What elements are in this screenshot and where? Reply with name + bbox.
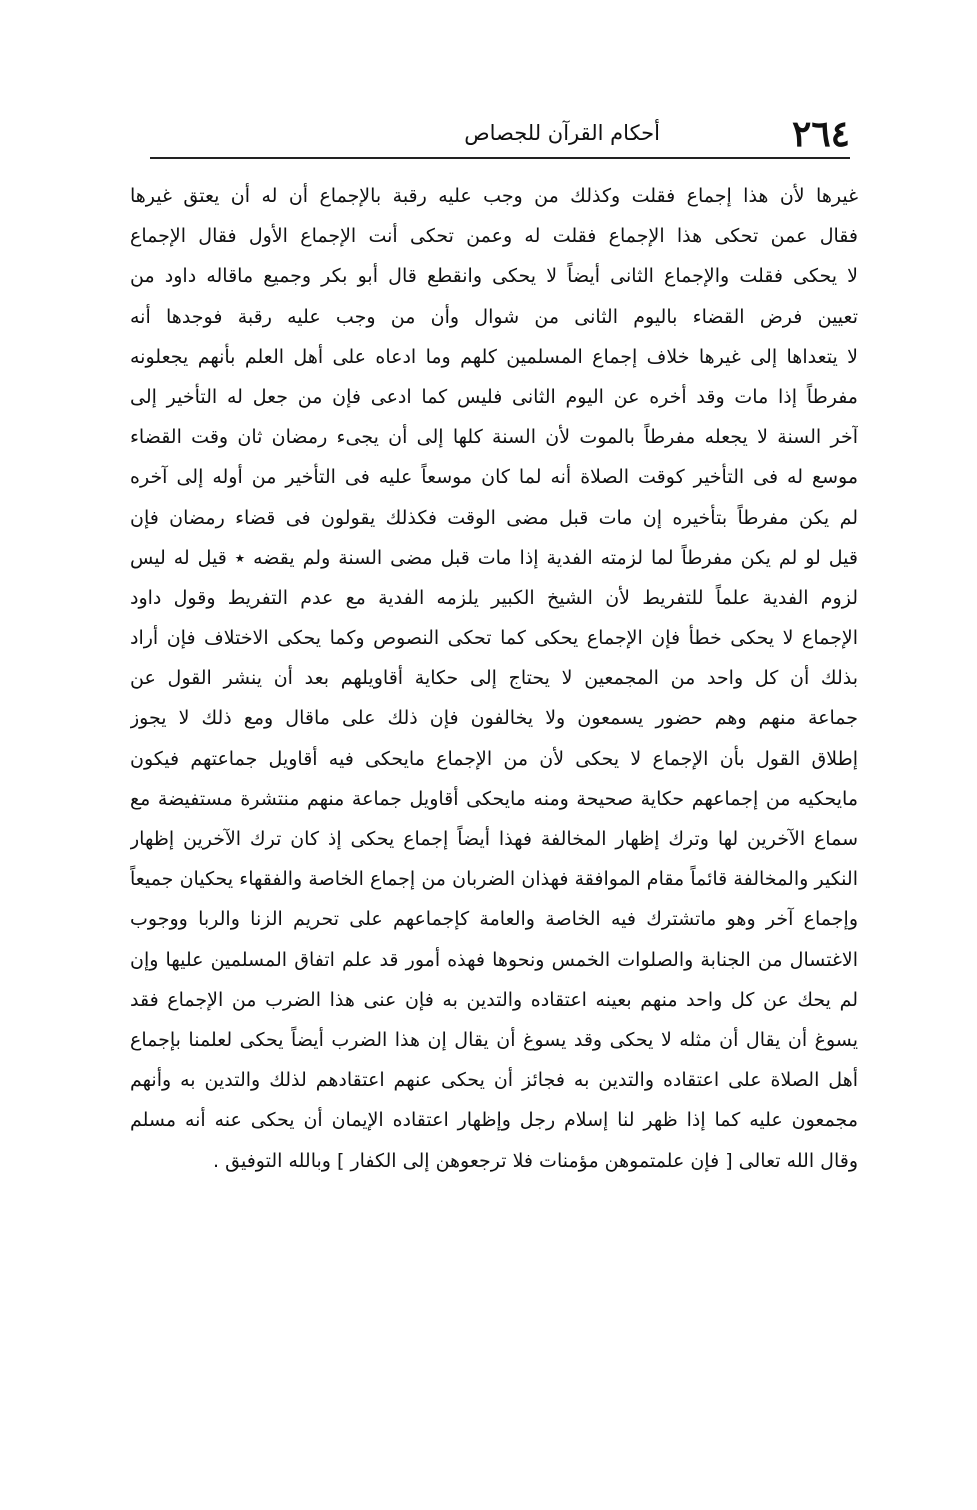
text-line: إطلاق القول بأن الإجماع لا يحكى لأن من الإجماع مايحكى فيه أقاويل جماعتهم فيكون [130,747,858,770]
text-line: قيل لو لم يكن مفرطاً لما لزمته الفدية إذا مات قبل مضى السنة ولم يقضه ٭ قيل له ليس [130,546,858,569]
text-line: فقال عمن تحكى هذا الإجماع فقلت له وعمن تحكى أنت الإجماع الأول فقال الإجماع [130,225,858,248]
page-number: ٢٦٤ [791,113,850,155]
header-rule [150,157,850,159]
running-title: أحكام القرآن للجصاص [464,121,660,145]
text-line: النكير والمخالفة قائماً مقام الموافقة فهذان الضربان من إجماع الخاصة والفقهاء يحكيان جميعاً [130,868,858,891]
text-line: مفرطاً إذا مات وقد أخره عن اليوم الثانى فليس كما ادعى فإن من جعل له التأخير إلى [130,385,858,408]
text-line: لم يكن مفرطاً بتأخيره إن مات قبل مضى الوقت فكذلك يقولون فى قضاء رمضان فإن [130,506,858,529]
text-line: غيرها لأن هذا إجماع فقلت وكذلك من وجب عليه رقبة بالإجماع أن له أن يعتق غيرها [130,185,858,207]
text-line: موسع له فى التأخير كوقت الصلاة أنه لما كان موسعاً عليه فى التأخير من أوله إلى آخره [130,466,858,489]
text-line: الاغتسال من الجنابة والصلوات الخمس ونحوها فهذه أمور قد علم اتفاق المسلمين عليها وإن [130,948,858,971]
text-line: لم يحك عن كل واحد منهم بعينه اعتقاده والتدين به فإن عنى هذا الضرب من الإجماع فقد [130,988,858,1011]
text-line: لا يحكى فقلت والإجماع الثانى أيضاً لا يحكى وانقطع قال أبو بكر وجميع ماقاله داود من [130,265,858,288]
text-line: سماع الآخرين لها وترك إظهار المخالفة فهذا أيضاً إجماع يحكى إذ كان ترك الآخرين إظهار [130,828,858,850]
text-line: بذلك أن كل واحد من المجمعين لا يحتاج إلى حكاية أقاويلهم بعد أن ينشر القول عن [130,667,858,690]
text-line: مجمعون عليه كما إذا ظهر لنا إسلام رجل وإظهار اعتقاده الإيمان أن يحكى عنه أنه مسلم [130,1109,858,1132]
text-line: لا يتعداها إلى غيرها خلاف إجماع المسلمين كلهم وما ادعاه على أهل العلم بأنهم يجعلونه [130,345,858,368]
text-line: أهل الصلاة على اعتقاده والتدين به فجائز أن يحكى عنهم اعتقادهم لذلك والتدين به وأنهم [130,1069,858,1092]
text-line: تعيين فرض القضاء باليوم الثانى من شوال وأن من وجب عليه رقبة فوجدها أنه [130,305,858,328]
text-line-final: وقال الله تعالى [ فإن علمتموهن مؤمنات فلا ترجعوهن إلى الكفار ] وبالله التوفيق . [213,1149,858,1172]
text-line: مايحكيه من إجماعهم حكاية صحيحة ومنه مايحكى أقاويل جماعة منهم منتشرة مستفيضة مع [130,787,858,810]
text-line: آخر السنة لا يجعله مفرطاً بالموت لأن السنة كلها إلى أن يجىء رمضان ثان وقت القضاء [130,426,858,449]
text-line: جماعة منهم وهم حضور يسمعون ولا يخالفون فإن ذلك على ماقال ومع ذلك لا يجوز [130,707,858,730]
text-line: لزوم الفدية علماً للتفريط لأن الشيخ الكبير يلزمه الفدية مع عدم التفريط وقول داود [130,586,858,609]
page-header [150,108,850,158]
text-line: الإجماع لا يحكى خطأ فإن الإجماع يحكى كما تحكى النصوص وكما يحكى الاختلاف فإن أراد [130,627,858,650]
body-text [130,176,858,1181]
text-line: يسوغ أن يقال أن مثله لا يحكى وقد يسوغ أن يقال إن هذا الضرب أيضاً يحكى لعلمنا بإجماع [130,1028,858,1051]
text-line: وإجماع آخر وهو ماتشترك فيه الخاصة والعامة كإجماعهم على تحريم الزنا والربا ووجوب [130,908,858,931]
